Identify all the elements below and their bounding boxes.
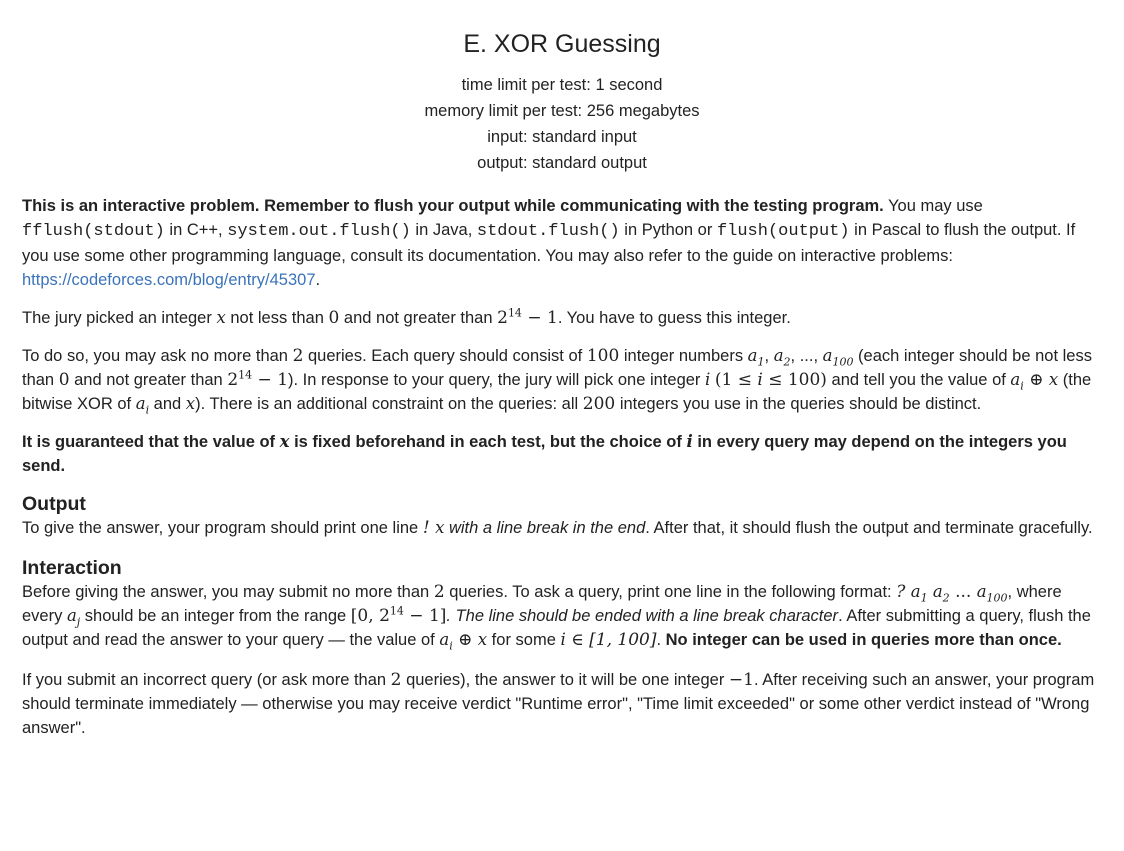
interaction-section-title: Interaction [22,557,122,579]
math-answer [423,518,445,537]
text-span: and tell you the value of [826,371,1011,389]
math-minus-one: − 1 [252,370,289,390]
math-in-range: ∈ [1, 100] [565,630,657,650]
text-span: . [315,271,321,289]
math-sub: 100 [986,591,1008,605]
text-span: (each integer should be not less than [22,347,1092,389]
math-xor-expr [439,630,488,653]
math-pow-base: 2 [227,370,239,390]
math-a: a [135,394,146,413]
math-range-close: ≤ 100) [762,370,827,390]
text-span: To give the answer, your program should print one line [22,519,423,537]
text-span: and [149,395,186,413]
text-span: , ..., [790,347,823,365]
math-sub: i [145,403,150,417]
math-sub: 1 [920,591,928,605]
math-sequence [773,346,791,369]
math-sub: i [449,639,453,653]
math-i: i [686,432,693,451]
code-pascal: flush(output) [716,222,850,241]
math-two: 2 [292,346,304,366]
math-pow-exp: 14 [507,306,522,320]
output-paragraph [22,516,1102,540]
code-cpp: fflush(stdout) [22,222,165,241]
text-span: in Python or [619,221,717,239]
text-span: and not greater than [69,371,228,389]
text-span: queries. To ask a query, print one line in the following format: [444,583,897,601]
guarantee-text [22,433,1067,475]
math-power [497,308,558,328]
math-pow-exp: 14 [238,368,253,382]
math-neg-one: −1 [728,670,754,690]
math-range-open: (1 ≤ [714,370,758,390]
math-power [227,370,288,390]
math-range-open: [0, [350,606,380,626]
legend-paragraph-interactive [22,194,1102,292]
math-i: i [705,370,711,389]
math-a: a [747,346,758,365]
legend-paragraph-jury [22,306,1102,330]
text-span: . You have to guess this integer. [557,309,791,327]
text-span: integers you use in the queries should be distinct. [615,395,982,413]
math-a: a [976,582,987,601]
math-a: a [439,630,450,649]
math-range [351,606,447,626]
math-i: i [757,370,763,390]
code-python: stdout.flush() [476,222,620,241]
text-span: . After receiving such an answer, your program should terminate immediately — otherwise you may receive verdict "Runtime error", "Time limit exceeded" or some other verdict instead of "Wrong answer". [22,671,1095,737]
text-span: should be an integer from the range [80,607,351,625]
interaction-paragraph-errors [22,668,1102,740]
text-span: . After that, it should flush the output and terminate gracefully. [645,519,1093,537]
math-a: a [822,346,833,365]
math-a: a [66,606,77,625]
legend-paragraph-guarantee [22,430,1102,478]
text-span: queries. Each query should consist of [303,347,587,365]
interactive-guide-link[interactable]: https://codeforces.com/blog/entry/45307 [22,271,316,289]
text-span: queries), the answer to it will be one integer [401,671,729,689]
output-spec: output: standard output [477,154,647,172]
text-span: in C++, [164,221,228,239]
text-span: in every query may depend on the integers you send. [22,433,1067,475]
text-span: for some [487,631,561,649]
output-section [22,492,1102,540]
math-a: a [910,582,921,601]
code-java: system.out.flush() [227,222,411,241]
input-spec: input: standard input [487,128,637,146]
text-span: in Pascal to flush the output. If you use some other programming language, consult its documentation. You may also refer to the guide on interactive problems: [22,221,1076,265]
text-span: (the bitwise XOR of [22,371,1092,413]
math-sub: 2 [783,355,791,369]
text-span: To do so, you may ask no more than [22,347,293,365]
output-section-title: Output [22,493,86,515]
no-reuse-notice: No integer can be used in queries more than once. [665,631,1062,649]
math-minus-one: − 1 [521,308,558,328]
memory-limit: memory limit per test: 256 megabytes [424,102,700,120]
math-pow-base: 2 [379,606,390,626]
text-span: integer numbers [619,347,748,365]
text-span: . After submitting a query, flush the output and read the answer to your query — the value of [22,607,1091,649]
problem-title: E. XOR Guessing [463,30,661,58]
math-range-close: − 1] [403,606,447,626]
math-x: x [1048,370,1059,389]
text-span: in Java, [410,221,477,239]
math-x: x [185,394,196,413]
math-dots: ... [949,582,977,602]
text-span: ). There is an additional constraint on the queries: all [195,395,583,413]
math-x: x [435,518,445,537]
math-excl: ! [422,518,436,538]
math-aj [66,606,81,629]
math-zero: 0 [328,308,340,328]
text-span: not less than [225,309,329,327]
math-ai [135,394,150,417]
interaction-paragraph-query [22,580,1102,652]
math-sub: 1 [757,355,765,369]
math-a: a [773,346,784,365]
math-two: 2 [390,670,402,690]
interactive-notice: This is an interactive problem. Remember to flush your output while communicating with the testing program. [22,197,884,215]
text-span: If you submit an incorrect query (or ask more than [22,671,391,689]
line-break-note: with a line break in the end [444,519,646,537]
math-query-format [896,582,1008,605]
math-pow-exp: 14 [389,604,404,618]
time-limit: time limit per test: 1 second [461,76,663,94]
math-x: x [216,308,226,327]
text-span: . [656,631,666,649]
text-span: You may use [883,197,983,215]
math-sub: 100 [832,355,854,369]
text-span: Before giving the answer, you may submit no more than [22,583,434,601]
math-sequence [747,346,765,369]
math-sub: 2 [942,591,950,605]
math-x: x [279,432,290,451]
math-pow-base: 2 [497,308,508,328]
math-sub: j [76,615,81,629]
math-i-in-range [560,630,656,649]
math-two-hundred: 200 [582,394,616,414]
math-a: a [1010,370,1021,389]
text-span: , where every [22,583,1062,625]
legend-paragraph-queries [22,344,1102,416]
math-i-range [715,370,827,390]
math-a: a [932,582,943,601]
math-zero: 0 [58,370,70,390]
math-xor: ⊕ [1023,370,1049,390]
text-span: It is guaranteed that the value of [22,433,280,451]
problem-header [22,0,1102,176]
math-sub: i [1020,379,1024,393]
text-span: The jury picked an integer [22,309,217,327]
math-xor: ⊕ [452,630,478,650]
line-break-note: . The line should be ended with a line break character [446,607,839,625]
math-x: x [477,630,488,649]
math-two: 2 [433,582,445,602]
interaction-section [22,556,1102,740]
text-span: , [764,347,774,365]
text-span: is fixed beforehand in each test, but the choice of [289,433,687,451]
math-xor-expr [1010,370,1059,393]
problem-legend [22,194,1102,478]
text-span: and not greater than [339,309,498,327]
math-sequence [822,346,854,369]
math-hundred: 100 [586,346,620,366]
math-qmark: ? [896,582,911,602]
math-i: i [560,630,566,649]
text-span: ). In response to your query, the jury will pick one integer [288,371,705,389]
